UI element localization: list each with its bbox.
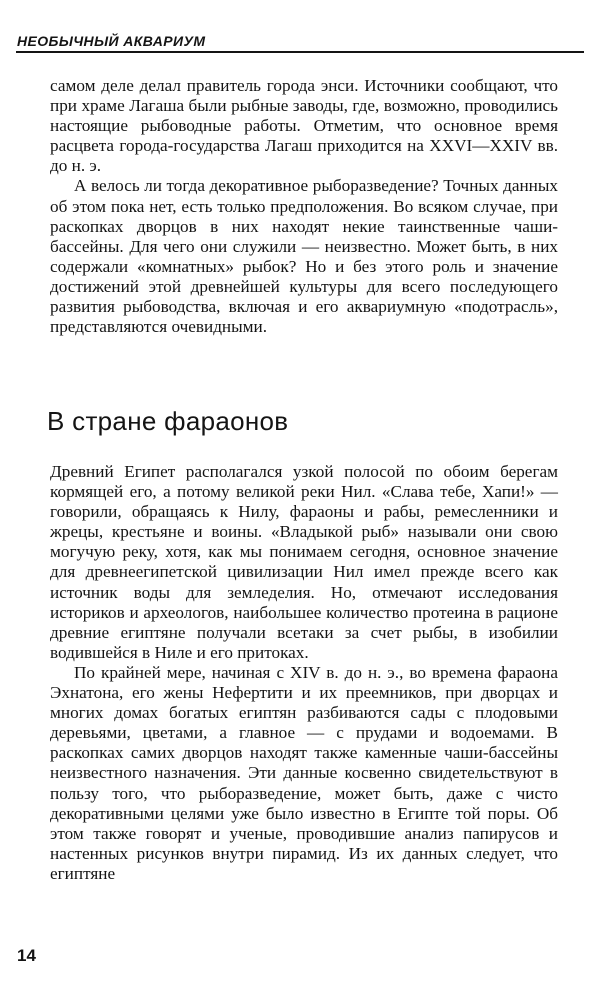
paragraph-1: самом деле делал правитель города энси. Источники сообщают, что при храме Лагаша были рыбные заводы, где, возможно, проводились настоящие рыбоводные работы. Отметим, что основное время расцвета города-государства Лагаш приходится на XXVI—XXIV вв. до н. э. [50,76,558,176]
header-rule [16,51,584,53]
section-heading: В стране фараонов [47,406,289,436]
page-number: 14 [17,946,36,965]
paragraph-4: По крайней мере, начиная с XIV в. до н. э., во времена фараона Эхнатона, его жены Нефертити и их преемников, при дворцах и многих домах богатых египтян разбиваются сады с плодовыми деревьями, цветами, а главное — с прудами и водоемами. В раскопках самих дворцов находят также каменные чаши-бассейны неизвестного назначения. Эти данные косвенно свидетельствуют в пользу того, что рыборазведение, может быть, даже с чисто декоративными целями уже было известно в Египте той поры. Об этом также говорят и ученые, проводившие анализ папирусов и настенных рисунков внутри пирамид. Из их данных следует, что египтяне [50,662,558,883]
running-head-title: НЕОБЫЧНЫЙ АКВАРИУМ [17,33,206,49]
text-block-section [50,462,558,884]
text-block-top [50,76,558,337]
paragraph-2: А велось ли тогда декоративное рыборазведение? Точных данных об этом пока нет, есть только предположения. Во всяком случае, при раскопках дворцов в них находят некие таинственные чаши-бассейны. Для чего они служили — неизвестно. Может быть, в них содержали «комнатных» рыбок? Но и без этого роль и значение достижений этой древнейшей культуры для всего последующего развития рыбоводства, включая и его аквариумную «подотрасль», представляются очевидными. [50,176,558,337]
paragraph-3: Древний Египет располагался узкой полосой по обоим берегам кормящей его, а потому великой реки Нил. «Слава тебе, Хапи!» — говорили, обращаясь к Нилу, фараоны и рабы, ремесленники и жрецы, крестьяне и воины. «Владыкой рыб» называли они свою могучую реку, хотя, как мы понимаем сегодня, основное значение для древнеегипетской цивилизации Нил имел прежде всего как источник воды для земледелия. Но, отмечают исследования историков и археологов, наибольшее количество протеина в рационе древние египтяне получали всетаки за счет рыбы, в изобилии водившейся в Ниле и его притоках. [50,462,558,662]
